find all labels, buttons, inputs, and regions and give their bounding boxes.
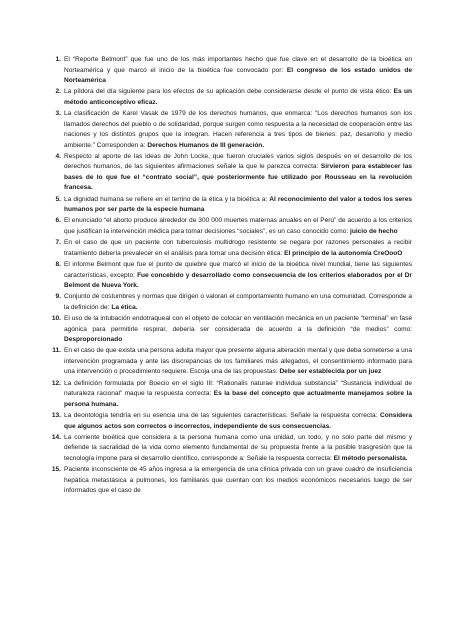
question-item — [51, 314, 412, 346]
question-item — [55, 195, 412, 216]
question-answer: Considera que algunos actos son correctos o incorrectos, independiente de sus consecuencias. — [64, 412, 412, 430]
question-item — [55, 292, 412, 313]
question-number: 3. — [55, 110, 61, 118]
question-text: El “Reporte Belmont” que fue uno de los más importantes hecho que fue clave en el desarrollo de la bioética en Norteamérica y que marcó el inicio de la bioética fue convocado por: — [64, 56, 412, 74]
question-item — [55, 238, 412, 259]
question-answer: Desproporcionado — [64, 336, 123, 344]
question-text: Respecto al aporte de las ideas de John Locke, que fueron cruciales varios siglos después en el desarrollo de los derechos humanos, de las siguientes afirmaciones señale la que le parezca correcta: — [64, 152, 412, 171]
question-item — [52, 346, 412, 378]
question-answer: Sirvieron para establecer las bases de lo que fue el “contrato social”, que posteriormente fue utilizado por Rousseau en la revolución francesa. — [64, 163, 412, 192]
question-answer: El método personalista. — [333, 454, 408, 462]
question-text: La dignidad humana se refiere en el terrino de la ética y la bioética a: — [64, 195, 270, 203]
question-text: La píldora del día siguiente para los efectos de su aplicación debe considerarse desde el punto de vista ético: — [64, 88, 394, 96]
question-text: El uso de la intubación endotraqueal con el objeto de colocar en ventilación mecánica en un paciente “terminal” en fase agónica para permitirle respirar, debería ser considerada de acuerdo a la definición “de medios” como: — [64, 315, 412, 333]
question-text: La definición formulada por Boecio en el siglo III: “Rationalis naturae individua substancia” “Sustancia individual de naturaleza racional” maque la respuesta correcta: — [64, 379, 412, 398]
question-text: En el caso de que exista una persona adulta mayor que presente alguna alteración mental y que deba someterse a una intervención programada y ante las discrepancias de los familiares más allegados, el consentimiento informado para una intervención o procedimiento requiere. Escoja una de las propuestas: — [64, 347, 412, 376]
question-item — [55, 55, 412, 87]
question-number: 11. — [52, 347, 61, 355]
question-number: 1. — [55, 56, 61, 63]
question-list — [51, 55, 412, 497]
question-text: Conjunto de costumbres y normas que dirigen o valoran el comportamiento humano en una comunidad. Corresponde a la definición de: — [64, 293, 412, 311]
question-number: 12. — [51, 379, 61, 387]
question-item — [55, 109, 412, 151]
question-text: La deontología tendría en su esencia una de las siguientes características. Señale la respuesta correcta: — [64, 412, 380, 420]
question-answer: Es un método anticonceptivo eficaz. — [64, 88, 412, 106]
question-number: 2. — [55, 88, 61, 96]
question-text: La clasificación de Karel Vasak de 1979 de los derechos humanos, que enmarca: “Los derechos humanos son los llamados derechos del pueblo o de solidaridad, porque surgen como respuesta a la necesidad de cooperación entre las naciones y los distintos grupos que la integran. Hacen referencia a tres tipos de bienes: paz, desarrollo y medio ambiente.” Corresponden a: — [64, 110, 412, 149]
question-number: 15. — [51, 466, 61, 474]
question-number: 14. — [51, 433, 61, 441]
question-text: En el caso de que un paciente con tuberculosis multidrogo resistente se negara por razones personales a recibir tratamiento debería prevalecer en el análisis para tomar una decisión ética: — [64, 239, 412, 257]
question-item — [55, 260, 412, 292]
question-item — [55, 87, 412, 108]
question-answer: La ética. — [111, 303, 138, 311]
question-text: La corriente bioética que considera a la persona humana como una unidad, un todo, y no solo parte del mismo y defiende la sacralidad de la vida como elemento fundamental de su propuesta frente a la posible trasgresión que la tecnología impone para el desarrollo científico, corresponde a: Señale la respuesta correcta: — [64, 433, 412, 462]
question-number: 5. — [55, 195, 61, 203]
question-answer: Fue concebido y desarrollado como consecuencia de los criterios elaborados por el Dr Belmont de Nueva York. — [64, 271, 412, 290]
question-number: 4. — [55, 152, 61, 160]
question-answer: juicio de hecho — [350, 227, 398, 235]
question-answer: Derechos Humanos de III generación. — [147, 141, 265, 149]
question-text: El informe Belmont que fue el punto de quiebre que marcó el inicio de la bioética nivel mundial, tiene las siguientes características, excepto: — [64, 261, 412, 279]
question-answer: El congreso de los estado unidos de Norteamérica — [64, 66, 412, 84]
question-item — [51, 411, 412, 432]
question-number: 6. — [55, 217, 61, 225]
question-item — [51, 379, 412, 411]
question-number: 9. — [55, 293, 61, 301]
question-text: Paciente inconsciente de 45 años ingresa a la emergencia de una clínica privada con un grave cuadro de insuficiencia hepática metastásica a pulmones, los familiares que cuentan con los medios económicos necesarios luego de ser informados que el caso de — [64, 466, 412, 495]
question-number: 7. — [55, 239, 61, 247]
question-answer: El principio de la autonomía CreOooO — [284, 249, 403, 257]
question-answer: Es la base del concepto que actualmente manejamos sobre la persona humana. — [64, 390, 412, 408]
question-answer: Al reconocimiento del valor a todos los seres humanos por ser parte de la especie humana — [64, 195, 412, 214]
question-item — [51, 433, 412, 465]
question-item — [51, 465, 412, 497]
question-item — [55, 216, 412, 237]
question-answer: Debe ser establecida por un juez — [279, 368, 382, 376]
question-text: El enunciado “el aborto produce alrededor de 300 000 muertes maternas anuales en el Perú” de acuerdo a los criterios que justifican la intervención médica para tomar decisiones “sociales”, es un caso conocido como: — [64, 217, 412, 235]
question-number: 13. — [51, 412, 61, 420]
question-number: 10. — [51, 315, 61, 323]
question-item — [55, 152, 412, 194]
question-number: 8. — [55, 261, 61, 269]
